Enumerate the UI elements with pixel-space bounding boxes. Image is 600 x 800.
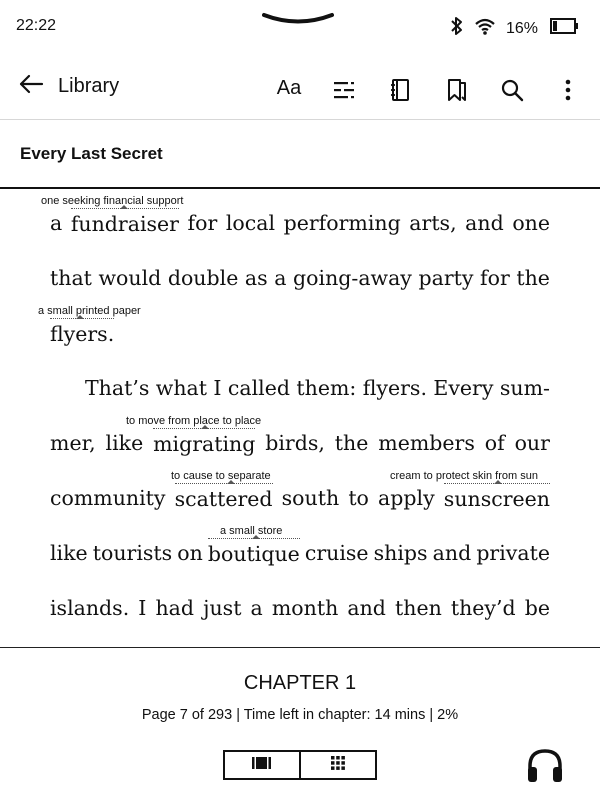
battery-percent: 16%: [505, 19, 538, 37]
word: flyers.: [362, 376, 427, 400]
contents-icon[interactable]: [330, 76, 358, 104]
pull-down-handle-icon[interactable]: [262, 12, 334, 31]
hint-caret: [227, 480, 235, 484]
word: the: [516, 266, 550, 290]
word: performing: [283, 211, 401, 235]
text-line: [50, 593, 550, 623]
word-wise-word[interactable]: fundraiser: [71, 208, 179, 238]
text-line: [85, 373, 550, 403]
word: party: [418, 266, 474, 290]
word: of: [484, 431, 505, 455]
word-wise-hint[interactable]: a small printed paper: [38, 305, 141, 317]
wifi-icon: [474, 17, 496, 40]
word: and: [347, 596, 386, 620]
word: I: [138, 596, 147, 620]
text-line: [50, 208, 550, 238]
word: a: [274, 266, 287, 290]
word-wise-hint[interactable]: cream to protect skin from sun: [390, 470, 538, 482]
toolbar-divider: [0, 119, 600, 120]
word-wise-word[interactable]: migrating: [153, 428, 255, 458]
word: the: [334, 431, 369, 455]
status-time: 22:22: [16, 17, 57, 34]
word: apply: [378, 486, 435, 510]
word: for: [187, 211, 218, 235]
word-wise-hint[interactable]: a small store: [220, 525, 283, 537]
reading-progress[interactable]: Page 7 of 293 | Time left in chapter: 14 mins | 2%: [141, 707, 459, 723]
word: sum-: [499, 376, 550, 400]
word: had: [155, 596, 195, 620]
title-divider: [0, 187, 600, 189]
bluetooth-icon: [450, 16, 464, 41]
word: mer,: [50, 431, 96, 455]
word-wise-word[interactable]: flyers.: [50, 318, 114, 348]
page-view-icon: [251, 756, 273, 775]
word: cruise: [304, 541, 369, 565]
grid-view-icon: [330, 755, 346, 776]
audible-button[interactable]: [525, 748, 565, 789]
word: them:: [296, 376, 357, 400]
bookmark-icon[interactable]: [443, 76, 471, 104]
text-line: [50, 318, 114, 348]
word: That’s: [85, 376, 150, 400]
text-line: [50, 428, 550, 458]
word: private: [476, 541, 550, 565]
word: birds,: [265, 431, 325, 455]
word: month: [271, 596, 339, 620]
word: called: [227, 376, 290, 400]
hint-caret: [201, 425, 209, 429]
hint-caret: [76, 315, 84, 319]
word: community: [50, 486, 166, 510]
word-wise-hint[interactable]: to cause to separate: [171, 470, 271, 482]
word: that: [50, 266, 92, 290]
text-line: [50, 538, 550, 568]
word-wise-hint[interactable]: one seeking financial support: [41, 195, 184, 207]
word: a: [50, 211, 63, 235]
word-wise-hint[interactable]: to move from place to place: [126, 415, 262, 427]
word: local: [225, 211, 276, 235]
chapter-title: CHAPTER 1: [243, 672, 357, 694]
headphones-icon: [525, 771, 565, 788]
word: ships: [373, 541, 428, 565]
word: on: [177, 541, 203, 565]
text-line: [50, 263, 550, 293]
word: double: [167, 266, 239, 290]
word: I: [213, 376, 222, 400]
arrow-left-icon: [18, 74, 44, 99]
word: what: [155, 376, 207, 400]
notebook-icon[interactable]: [386, 76, 414, 104]
hint-caret: [120, 205, 128, 209]
word-wise-word[interactable]: scattered: [175, 483, 273, 513]
word: as: [244, 266, 268, 290]
hint-caret: [494, 480, 502, 484]
back-to-library-button[interactable]: [18, 74, 119, 99]
word: would: [98, 266, 162, 290]
page-view-button[interactable]: [225, 752, 299, 778]
reader-toolbar: [0, 60, 600, 116]
text-line: [50, 483, 550, 513]
word: members: [378, 431, 475, 455]
hint-caret: [252, 535, 260, 539]
word: just: [203, 596, 242, 620]
word: and: [465, 211, 504, 235]
word: for: [480, 266, 510, 290]
word: tourists: [92, 541, 173, 565]
word: going-away: [293, 266, 412, 290]
footer-divider: [0, 647, 600, 648]
grid-view-button[interactable]: [299, 752, 375, 778]
book-title: Every Last Secret: [20, 144, 163, 163]
view-mode-toggle: [223, 750, 377, 780]
battery-icon: [550, 17, 580, 40]
word: then: [395, 596, 442, 620]
status-bar: [0, 0, 600, 54]
more-icon[interactable]: [554, 76, 582, 104]
word: one: [512, 211, 550, 235]
word: islands.: [50, 596, 130, 620]
reading-area[interactable]: [38, 190, 550, 645]
word: they’d: [450, 596, 516, 620]
word: our: [514, 431, 550, 455]
word: Every: [433, 376, 494, 400]
word-wise-word[interactable]: boutique: [208, 538, 300, 568]
status-indicators: [450, 16, 580, 41]
word-wise-word[interactable]: sunscreen: [444, 483, 550, 513]
word: like: [50, 541, 88, 565]
word: like: [105, 431, 144, 455]
word: and: [432, 541, 472, 565]
word: to: [348, 486, 369, 510]
font-settings-button[interactable]: Aa: [276, 76, 302, 99]
word: be: [524, 596, 550, 620]
word: south: [281, 486, 340, 510]
library-label: Library: [58, 75, 120, 97]
word: a: [250, 596, 263, 620]
search-icon[interactable]: [498, 76, 526, 104]
word: arts,: [409, 211, 457, 235]
